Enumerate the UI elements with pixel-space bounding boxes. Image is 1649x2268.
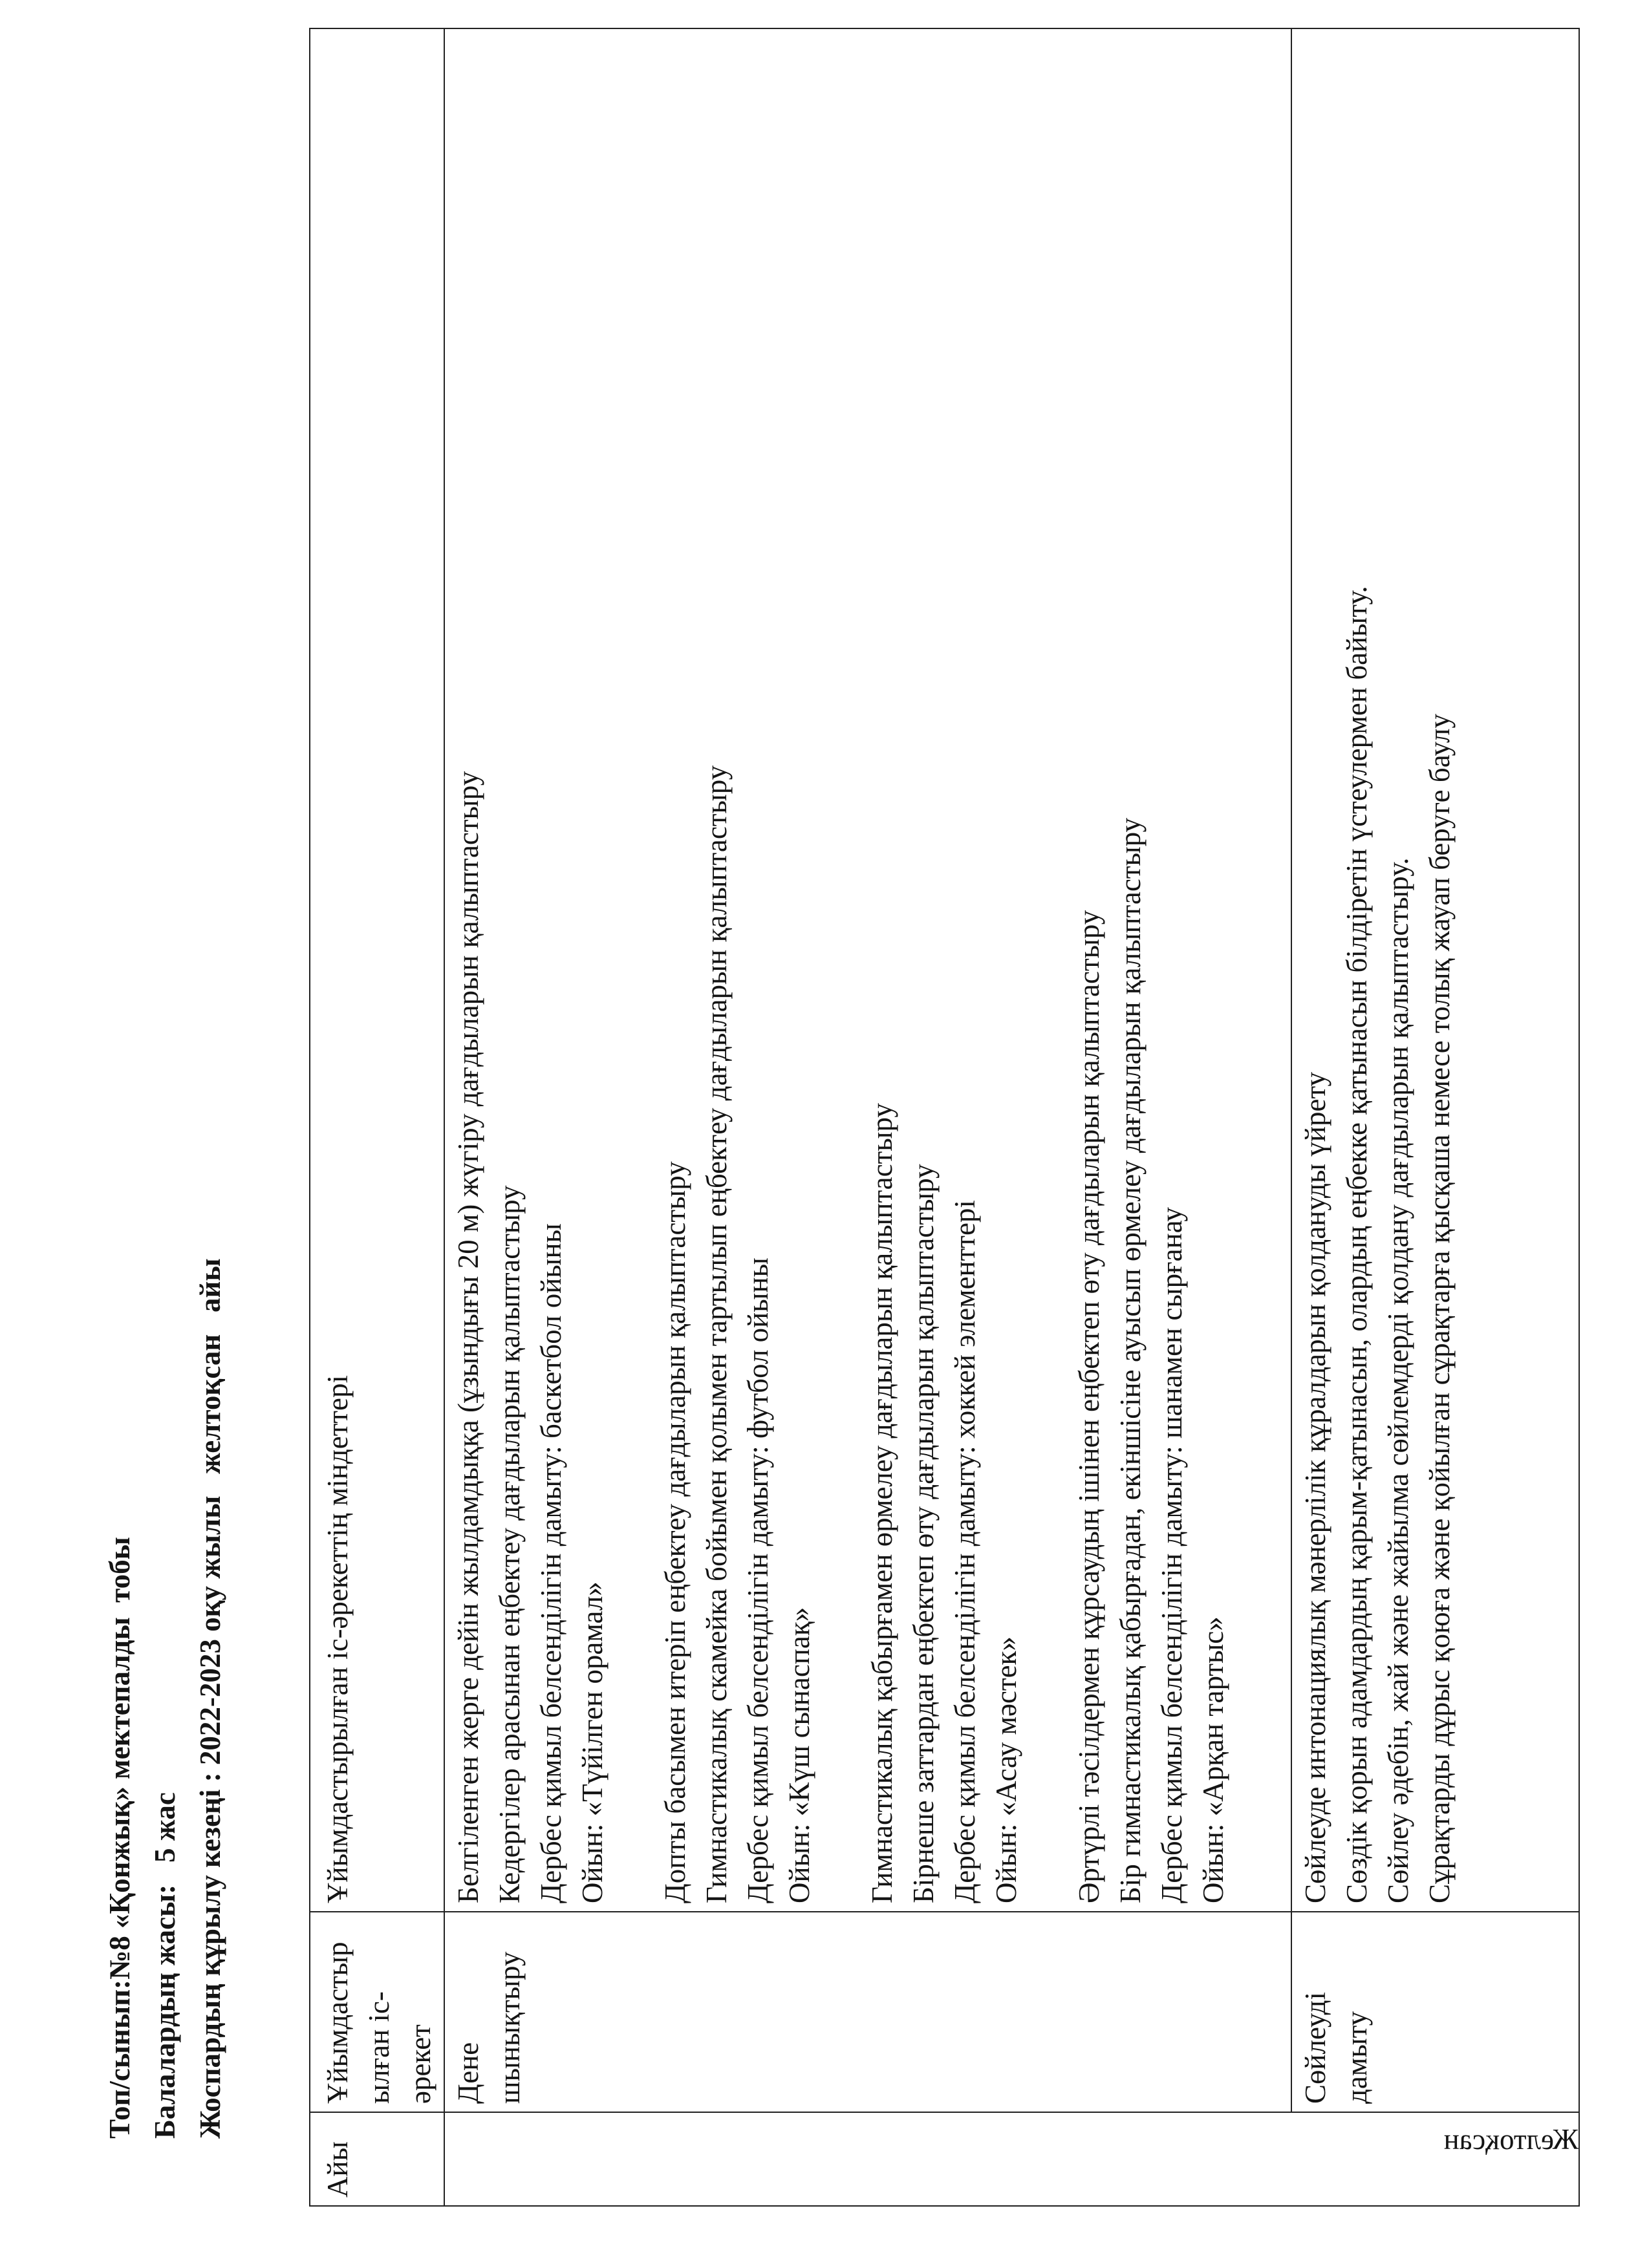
age-line: Балалардың жасы: 5 жас	[149, 1792, 181, 2139]
task-line: Кедергілер арасынан еңбектеу дағдыларын қалыптастыру	[493, 1185, 526, 1903]
activity-column-header: Ұйымдастыр ылған іс-әрекет	[310, 1912, 444, 2112]
task-line: Ойын: «Күш сынаспақ»	[783, 1607, 815, 1903]
activity-cell: Сөйлеуді дамыту	[1291, 1912, 1579, 2112]
task-line: Бірнеше заттардан еңбектеп өту дағдыларын қалыптастыру	[907, 1164, 940, 1903]
month-column-header: Айы	[310, 2112, 444, 2206]
group-line: Топ/сынып:№8 «Қонжық» мектепалды тобы	[103, 1537, 136, 2139]
task-line: Гимнастикалық скамейка бойымен қолымен тартылып еңбектеу дағдыларын қалыптастыру	[700, 765, 733, 1903]
task-line: Сөздік қорын адамдардың қарым-қатынасын, олардың еңбекке қатынасын білдіретін үстеулермен байыту.	[1341, 586, 1373, 1903]
activity-cell: Дене шынықтыру	[444, 1912, 1291, 2112]
task-line: Дербес қимыл белсенділігін дамыту: футбол ойыны	[742, 1257, 774, 1903]
tasks-cell	[1291, 28, 1579, 1912]
task-line: Сөйлеуде интонациялық мәнерлілік құралдарын қолдануды үйрету	[1299, 1071, 1331, 1903]
task-line: Дербес қимыл белсенділігін дамыту: хоккей элементтері	[949, 1200, 981, 1903]
tasks-cell	[444, 28, 1291, 1912]
task-block	[861, 37, 1027, 1903]
tasks-column-header: Ұйымдастырылған іс-әрекеттің міндеттері	[310, 28, 444, 1912]
task-line: Ойын: «Асау мәстек»	[990, 1636, 1022, 1903]
document-header	[97, 199, 233, 2139]
task-line: Дербес қимыл белсенділігін дамыту: шанамен сырғанау	[1156, 1207, 1188, 1903]
task-line: Дербес қимыл белсенділігін дамыту: баскетбол ойыны	[535, 1223, 567, 1903]
task-block	[654, 37, 820, 1903]
task-line: Бір гимнастикалық қабырғадан, екіншісіне ауысып өрмелеу дағдыларын қалыптастыру	[1114, 817, 1147, 1903]
task-line: Ойын: «Түйілген орамал»	[576, 1581, 609, 1903]
table-header-row	[310, 28, 444, 2206]
month-cell	[444, 2112, 1579, 2206]
task-line: Ойын: «Арқан тартыс»	[1197, 1616, 1229, 1903]
task-line: Әртүрлі тәсілдермен құрсаудың ішінен еңбектеп өту дағдыларын қалыптастыру	[1073, 910, 1105, 1903]
table-row	[1291, 28, 1579, 2206]
task-line: Белгіленген жерге дейін жылдамдыққа (ұзындығы 20 м) жүгіру дағдыларын қалыптастыру	[452, 771, 484, 1903]
month-label: Желтоқсан	[1443, 2123, 1579, 2156]
table-row	[444, 28, 1291, 2206]
task-block	[1068, 37, 1234, 1903]
task-block	[447, 37, 613, 1903]
plan-table	[309, 28, 1580, 2207]
task-line: Сөйлеу әдебін, жай және жайылма сөйлемдерді қолдану дағдыларын қалыптастыру.	[1382, 857, 1414, 1903]
task-line: Гимнастикалық қабырғамен өрмелеу дағдыларын қалыптастыру	[866, 1103, 898, 1903]
task-line: Сұрақтарды дұрыс қоюға және қойылған сұрақтарға қысқаша немесе толық жауап беруге баулу	[1423, 714, 1456, 1903]
task-line: Допты басымен итеріп еңбектеу дағдыларын қалыптастыру	[659, 1161, 691, 1903]
period-line: Жоспардың құрылу кезеңі : 2022-2023 оқу жылы желтоқсан айы	[194, 1258, 226, 2139]
